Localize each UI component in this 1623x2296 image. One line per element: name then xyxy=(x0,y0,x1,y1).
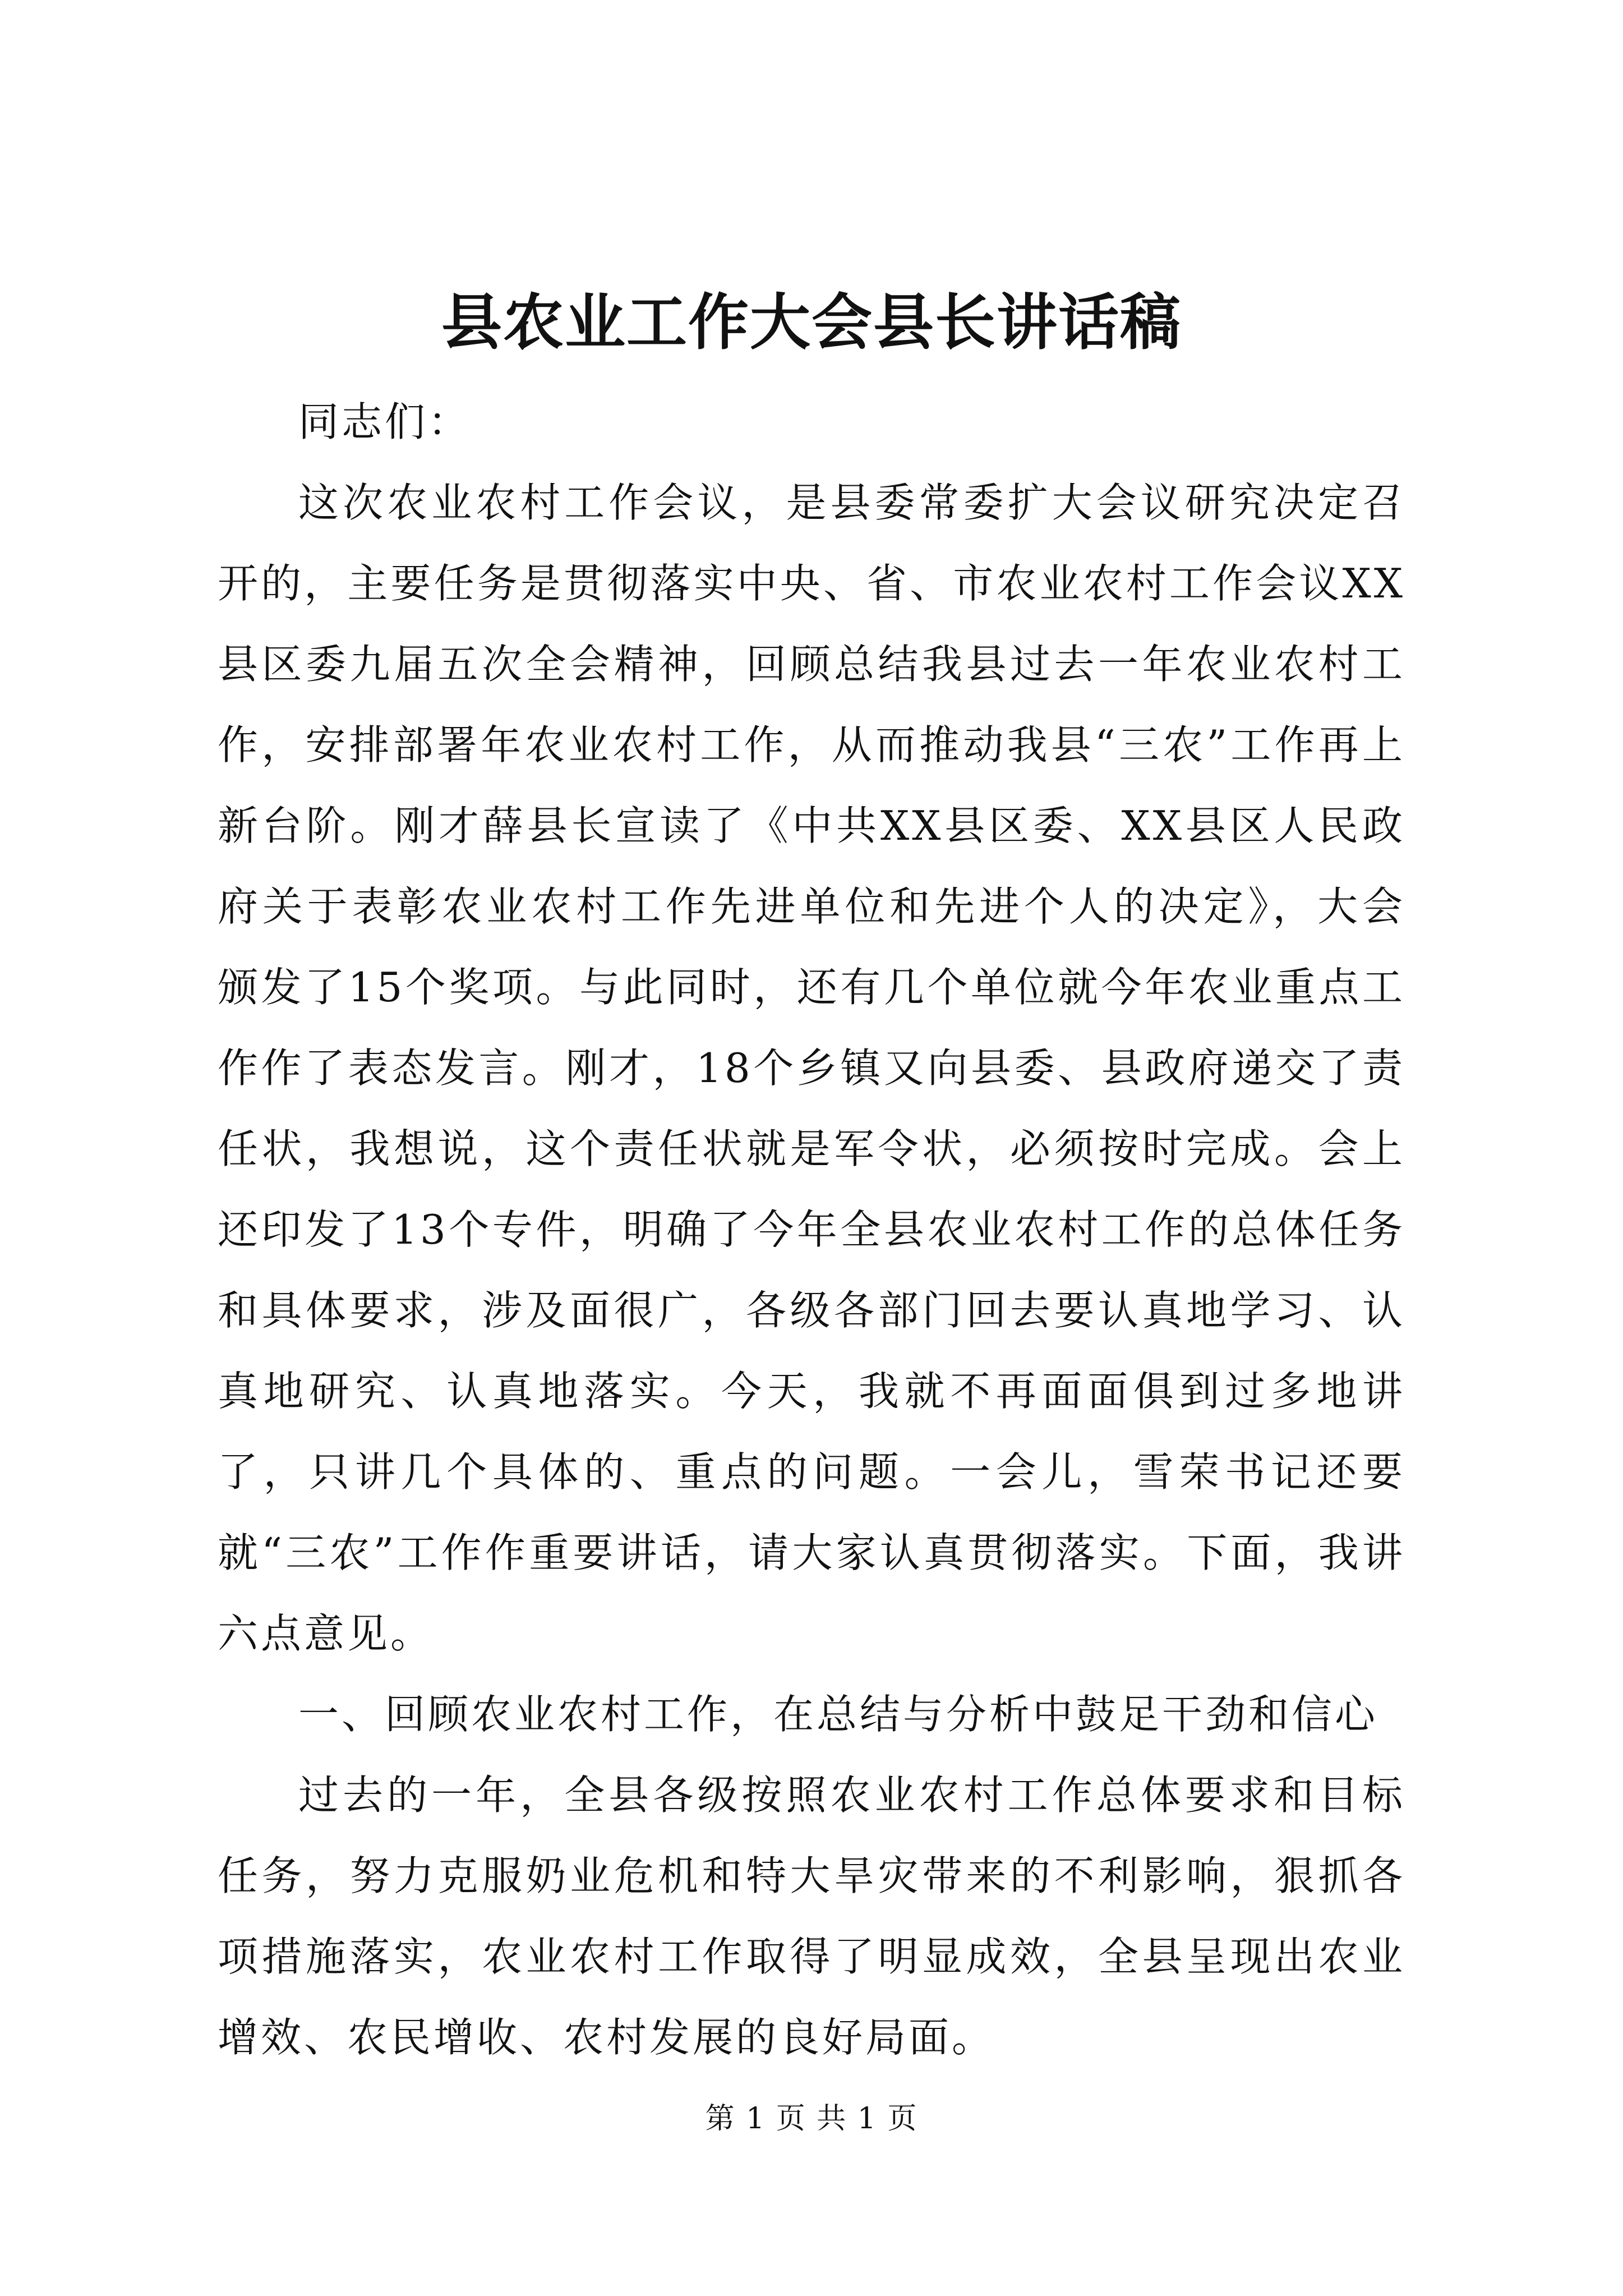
section-heading: 一、回顾农业农村工作，在总结与分析中鼓足干劲和信心 xyxy=(298,1691,1378,1738)
document-body xyxy=(218,381,1405,2078)
salutation-paragraph: 同志们： xyxy=(298,398,472,445)
section-paragraph: 过去的一年，全县各级按照农业农村工作总体要求和目标任务，努力克服奶业危机和特大旱灾带来的不利影响，狠抓各项措施落实，农业农村工作取得了明显成效，全县呈现出农业增效、农民增收、农村发展的良好局面。 xyxy=(218,1772,1405,2061)
document-title: 县农业工作大会县长讲话稿 xyxy=(441,287,1182,358)
page-footer: 第 1 页 共 1 页 xyxy=(705,2102,918,2136)
intro-paragraph: 这次农业农村工作会议，是县委常委扩大会议研究决定召开的，主要任务是贯彻落实中央、省、市农业农村工作会议XX县区委九届五次全会精神，回顾总结我县过去一年农业农村工作，安排部署年农业农村工作，从而推动我县“三农”工作再上新台阶。刚才薛县长宣读了《中共XX县区委、XX县区人民政府关于表彰农业农村工作先进单位和先进个人的决定》，大会颁发了15个奖项。与此同时，还有几个单位就今年农业重点工作作了表态发言。刚才，18个乡镇又向县委、县政府递交了责任状，我想说，这个责任状就是军令状，必须按时完成。会上还印发了13个专件，明确了今年全县农业农村工作的总体任务和具体要求，涉及面很广，各级各部门回去要认真地学习、认真地研究、认真地落实。今天，我就不再面面俱到过多地讲了，只讲几个具体的、重点的问题。一会儿，雪荣书记还要就“三农”工作作重要讲话，请大家认真贯彻落实。下面，我讲六点意见。 xyxy=(218,479,1405,1657)
